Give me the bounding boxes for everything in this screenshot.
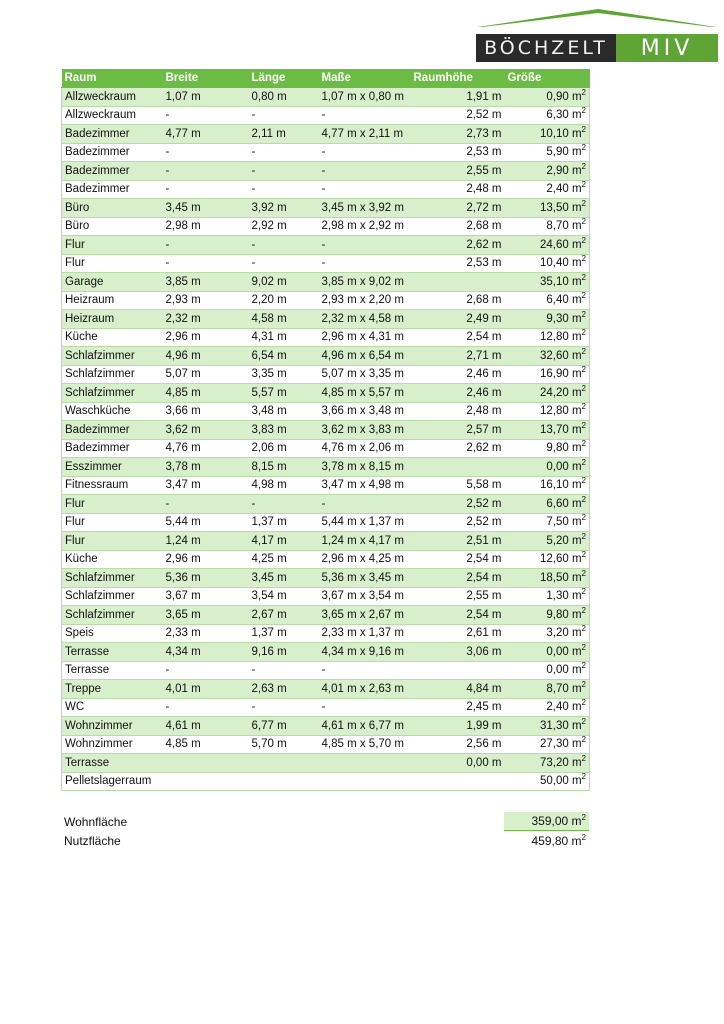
table-row — [62, 236, 590, 255]
cell-masse: 3,62 m x 3,83 m — [319, 421, 411, 440]
table-row — [62, 587, 590, 606]
header-laenge: Länge — [249, 69, 319, 88]
header-groesse: Größe — [505, 69, 590, 88]
cell-breite: 3,78 m — [163, 458, 249, 477]
cell-breite: 3,47 m — [163, 476, 249, 495]
cell-laenge: 2,63 m — [249, 680, 319, 699]
cell-masse: 3,65 m x 2,67 m — [319, 606, 411, 625]
cell-breite: 5,44 m — [163, 513, 249, 532]
cell-groesse: 24,20 $m^2$ — [505, 384, 590, 403]
cell-breite: 4,77 m — [163, 125, 249, 144]
table-row — [62, 680, 590, 699]
cell-raum: Wohnzimmer — [62, 717, 163, 736]
cell-groesse: 8,70 $m^2$ — [505, 217, 590, 236]
cell-groesse: 50,00 $m^2$ — [505, 772, 590, 791]
cell-raum: Badezimmer — [62, 421, 163, 440]
cell-masse: - — [319, 254, 411, 273]
cell-laenge: - — [249, 106, 319, 125]
cell-raum: WC — [62, 698, 163, 717]
cell-groesse: 10,40 $m^2$ — [505, 254, 590, 273]
cell-breite: 3,65 m — [163, 606, 249, 625]
cell-raumhoehe: 2,55 m — [411, 162, 505, 181]
table-row — [62, 439, 590, 458]
table-row — [62, 606, 590, 625]
table-row — [62, 735, 590, 754]
cell-raum: Büro — [62, 199, 163, 218]
cell-masse: 5,07 m x 3,35 m — [319, 365, 411, 384]
cell-raum: Flur — [62, 532, 163, 551]
cell-groesse: 9,80 $m^2$ — [505, 606, 590, 625]
cell-raumhoehe: 2,57 m — [411, 421, 505, 440]
cell-raum: Waschküche — [62, 402, 163, 421]
cell-raum: Allzweckraum — [62, 106, 163, 125]
cell-masse: 2,33 m x 1,37 m — [319, 624, 411, 643]
cell-laenge: 9,16 m — [249, 643, 319, 662]
cell-groesse: 7,50 $m^2$ — [505, 513, 590, 532]
table-row — [62, 421, 590, 440]
cell-breite: 5,36 m — [163, 569, 249, 588]
cell-raumhoehe: 1,99 m — [411, 717, 505, 736]
nutzflaeche-value: 459,80 $m^2$ — [531, 832, 586, 848]
cell-laenge: 0,80 m — [249, 88, 319, 107]
cell-breite — [163, 754, 249, 773]
cell-raum: Badezimmer — [62, 439, 163, 458]
cell-laenge: 2,06 m — [249, 439, 319, 458]
cell-groesse: 73,20 $m^2$ — [505, 754, 590, 773]
cell-raum: Badezimmer — [62, 162, 163, 181]
cell-masse: 4,61 m x 6,77 m — [319, 717, 411, 736]
cell-masse: 4,85 m x 5,70 m — [319, 735, 411, 754]
cell-masse: 4,34 m x 9,16 m — [319, 643, 411, 662]
cell-masse: - — [319, 661, 411, 680]
cell-breite: 2,32 m — [163, 310, 249, 329]
table-row — [62, 402, 590, 421]
cell-breite: 4,85 m — [163, 384, 249, 403]
wohnflaeche-value: 359,00 $m^2$ — [504, 812, 589, 831]
table-row — [62, 476, 590, 495]
cell-laenge: 8,15 m — [249, 458, 319, 477]
cell-raum: Schlafzimmer — [62, 365, 163, 384]
cell-laenge: 4,58 m — [249, 310, 319, 329]
cell-breite: 5,07 m — [163, 365, 249, 384]
cell-breite: - — [163, 143, 249, 162]
cell-laenge: 4,25 m — [249, 550, 319, 569]
cell-raum: Terrasse — [62, 754, 163, 773]
cell-masse: 1,07 m x 0,80 m — [319, 88, 411, 107]
cell-groesse: 5,20 $m^2$ — [505, 532, 590, 551]
cell-laenge: - — [249, 162, 319, 181]
cell-laenge — [249, 772, 319, 791]
cell-masse: - — [319, 143, 411, 162]
cell-raumhoehe: 2,71 m — [411, 347, 505, 366]
cell-breite: 1,07 m — [163, 88, 249, 107]
table-row — [62, 88, 590, 107]
cell-groesse: 8,70 $m^2$ — [505, 680, 590, 699]
cell-raumhoehe: 2,52 m — [411, 495, 505, 514]
cell-laenge: - — [249, 143, 319, 162]
cell-raumhoehe: 2,48 m — [411, 180, 505, 199]
cell-laenge: 5,70 m — [249, 735, 319, 754]
summary-row-nutzflaeche — [61, 831, 589, 850]
cell-groesse: 6,60 $m^2$ — [505, 495, 590, 514]
table-row — [62, 199, 590, 218]
cell-raumhoehe: 2,54 m — [411, 550, 505, 569]
wohnflaeche-label: Wohnfläche — [64, 814, 128, 829]
cell-breite: 3,66 m — [163, 402, 249, 421]
cell-masse: - — [319, 162, 411, 181]
cell-laenge: 4,17 m — [249, 532, 319, 551]
cell-groesse: 10,10 $m^2$ — [505, 125, 590, 144]
cell-laenge: 6,77 m — [249, 717, 319, 736]
cell-groesse: 12,80 $m^2$ — [505, 402, 590, 421]
cell-raum: Esszimmer — [62, 458, 163, 477]
cell-breite: - — [163, 180, 249, 199]
cell-breite: 3,67 m — [163, 587, 249, 606]
table-row — [62, 254, 590, 273]
cell-raumhoehe: 0,00 m — [411, 754, 505, 773]
cell-masse: 5,44 m x 1,37 m — [319, 513, 411, 532]
table-row — [62, 717, 590, 736]
table-header-row — [62, 69, 590, 88]
cell-raumhoehe: 2,46 m — [411, 384, 505, 403]
cell-raumhoehe: 2,52 m — [411, 513, 505, 532]
cell-raumhoehe: 2,51 m — [411, 532, 505, 551]
cell-raumhoehe: 2,54 m — [411, 569, 505, 588]
table-row — [62, 125, 590, 144]
cell-groesse: 24,60 $m^2$ — [505, 236, 590, 255]
cell-laenge: 2,67 m — [249, 606, 319, 625]
cell-raumhoehe — [411, 273, 505, 292]
table-row — [62, 347, 590, 366]
cell-masse: - — [319, 495, 411, 514]
cell-breite: - — [163, 254, 249, 273]
table-row — [62, 569, 590, 588]
cell-laenge: 2,20 m — [249, 291, 319, 310]
cell-masse: 2,93 m x 2,20 m — [319, 291, 411, 310]
cell-raum: Büro — [62, 217, 163, 236]
cell-raum: Schlafzimmer — [62, 569, 163, 588]
cell-groesse: 35,10 $m^2$ — [505, 273, 590, 292]
cell-masse: 5,36 m x 3,45 m — [319, 569, 411, 588]
cell-breite: 4,96 m — [163, 347, 249, 366]
area-summary — [61, 812, 589, 850]
cell-masse: 3,78 m x 8,15 m — [319, 458, 411, 477]
cell-groesse: 16,90 $m^2$ — [505, 365, 590, 384]
header-breite: Breite — [163, 69, 249, 88]
cell-laenge: 6,54 m — [249, 347, 319, 366]
table-row — [62, 754, 590, 773]
cell-raumhoehe: 2,49 m — [411, 310, 505, 329]
cell-groesse: 16,10 $m^2$ — [505, 476, 590, 495]
cell-raum: Flur — [62, 495, 163, 514]
cell-raum: Garage — [62, 273, 163, 292]
cell-laenge: 3,83 m — [249, 421, 319, 440]
cell-masse: 2,96 m x 4,31 m — [319, 328, 411, 347]
table-row — [62, 495, 590, 514]
cell-raum: Heizraum — [62, 291, 163, 310]
cell-masse: - — [319, 698, 411, 717]
room-table — [61, 69, 590, 791]
cell-raum: Küche — [62, 550, 163, 569]
cell-breite: - — [163, 236, 249, 255]
cell-masse: - — [319, 106, 411, 125]
table-row — [62, 180, 590, 199]
cell-masse: 3,45 m x 3,92 m — [319, 199, 411, 218]
cell-raumhoehe: 2,68 m — [411, 291, 505, 310]
table-row — [62, 661, 590, 680]
cell-raumhoehe: 2,48 m — [411, 402, 505, 421]
cell-breite: 3,85 m — [163, 273, 249, 292]
cell-groesse: 2,90 $m^2$ — [505, 162, 590, 181]
header-raumhoehe: Raumhöhe — [411, 69, 505, 88]
table-row — [62, 624, 590, 643]
cell-groesse: 0,00 $m^2$ — [505, 458, 590, 477]
cell-groesse: 1,30 $m^2$ — [505, 587, 590, 606]
cell-masse: 2,96 m x 4,25 m — [319, 550, 411, 569]
cell-laenge: 1,37 m — [249, 513, 319, 532]
table-row — [62, 384, 590, 403]
cell-raum: Küche — [62, 328, 163, 347]
cell-raumhoehe: 2,72 m — [411, 199, 505, 218]
cell-breite: - — [163, 698, 249, 717]
cell-masse: 4,96 m x 6,54 m — [319, 347, 411, 366]
cell-masse — [319, 754, 411, 773]
cell-masse: 2,32 m x 4,58 m — [319, 310, 411, 329]
table-row — [62, 328, 590, 347]
cell-raumhoehe: 2,62 m — [411, 236, 505, 255]
cell-laenge: 3,48 m — [249, 402, 319, 421]
cell-groesse: 6,30 $m^2$ — [505, 106, 590, 125]
cell-groesse: 32,60 $m^2$ — [505, 347, 590, 366]
cell-raumhoehe: 4,84 m — [411, 680, 505, 699]
cell-groesse: 5,90 $m^2$ — [505, 143, 590, 162]
cell-masse — [319, 772, 411, 791]
cell-breite: 2,93 m — [163, 291, 249, 310]
cell-laenge: 2,92 m — [249, 217, 319, 236]
cell-raum: Fitnessraum — [62, 476, 163, 495]
cell-breite: 4,01 m — [163, 680, 249, 699]
cell-laenge: 3,54 m — [249, 587, 319, 606]
cell-breite: 4,34 m — [163, 643, 249, 662]
cell-masse: 4,01 m x 2,63 m — [319, 680, 411, 699]
cell-laenge: 5,57 m — [249, 384, 319, 403]
table-row — [62, 365, 590, 384]
cell-laenge: 4,31 m — [249, 328, 319, 347]
table-row — [62, 550, 590, 569]
cell-raum: Heizraum — [62, 310, 163, 329]
cell-raumhoehe: 2,46 m — [411, 365, 505, 384]
table-row — [62, 643, 590, 662]
cell-breite: 2,98 m — [163, 217, 249, 236]
cell-masse: 3,85 m x 9,02 m — [319, 273, 411, 292]
cell-raum: Pelletslagerraum — [62, 772, 163, 791]
cell-groesse: 12,80 $m^2$ — [505, 328, 590, 347]
cell-laenge — [249, 754, 319, 773]
cell-raumhoehe — [411, 661, 505, 680]
cell-raumhoehe: 2,55 m — [411, 587, 505, 606]
cell-raum: Badezimmer — [62, 180, 163, 199]
summary-row-wohnflaeche — [61, 812, 589, 831]
cell-groesse: 0,90 $m^2$ — [505, 88, 590, 107]
cell-groesse: 18,50 $m^2$ — [505, 569, 590, 588]
cell-laenge: 3,92 m — [249, 199, 319, 218]
cell-groesse: 9,30 $m^2$ — [505, 310, 590, 329]
cell-breite: - — [163, 106, 249, 125]
cell-laenge: 1,37 m — [249, 624, 319, 643]
cell-laenge: - — [249, 180, 319, 199]
table-row — [62, 162, 590, 181]
cell-masse: 1,24 m x 4,17 m — [319, 532, 411, 551]
cell-raumhoehe: 2,73 m — [411, 125, 505, 144]
cell-raum: Badezimmer — [62, 125, 163, 144]
cell-laenge: 9,02 m — [249, 273, 319, 292]
cell-raum: Badezimmer — [62, 143, 163, 162]
cell-groesse: 2,40 $m^2$ — [505, 698, 590, 717]
cell-groesse: 0,00 $m^2$ — [505, 643, 590, 662]
nutzflaeche-label: Nutzfläche — [64, 833, 121, 848]
header-raum: Raum — [62, 69, 163, 88]
company-logo — [476, 8, 718, 61]
cell-masse: 4,85 m x 5,57 m — [319, 384, 411, 403]
cell-groesse: 0,00 $m^2$ — [505, 661, 590, 680]
cell-laenge: - — [249, 236, 319, 255]
table-row — [62, 106, 590, 125]
cell-groesse: 2,40 $m^2$ — [505, 180, 590, 199]
cell-groesse: 13,50 $m^2$ — [505, 199, 590, 218]
cell-raumhoehe: 3,06 m — [411, 643, 505, 662]
logo-text-right: MIV — [616, 34, 718, 62]
table-body — [62, 88, 590, 791]
table-row — [62, 273, 590, 292]
cell-breite: 2,33 m — [163, 624, 249, 643]
cell-masse: - — [319, 236, 411, 255]
cell-raum: Schlafzimmer — [62, 606, 163, 625]
cell-laenge: 4,98 m — [249, 476, 319, 495]
cell-raumhoehe: 2,62 m — [411, 439, 505, 458]
cell-raumhoehe: 1,91 m — [411, 88, 505, 107]
header-masse: Maße — [319, 69, 411, 88]
cell-raumhoehe: 2,54 m — [411, 328, 505, 347]
cell-breite: - — [163, 495, 249, 514]
cell-raumhoehe: 2,61 m — [411, 624, 505, 643]
table-row — [62, 698, 590, 717]
cell-masse: 3,47 m x 4,98 m — [319, 476, 411, 495]
cell-breite: - — [163, 661, 249, 680]
cell-breite: 3,45 m — [163, 199, 249, 218]
cell-raum: Terrasse — [62, 661, 163, 680]
table-row — [62, 513, 590, 532]
cell-raum: Treppe — [62, 680, 163, 699]
cell-breite: 3,62 m — [163, 421, 249, 440]
cell-raumhoehe: 2,54 m — [411, 606, 505, 625]
cell-raum: Allzweckraum — [62, 88, 163, 107]
cell-laenge: 3,35 m — [249, 365, 319, 384]
cell-groesse: 13,70 $m^2$ — [505, 421, 590, 440]
cell-raum: Speis — [62, 624, 163, 643]
table-row — [62, 532, 590, 551]
cell-masse: 4,76 m x 2,06 m — [319, 439, 411, 458]
cell-groesse: 9,80 $m^2$ — [505, 439, 590, 458]
cell-raum: Schlafzimmer — [62, 347, 163, 366]
cell-masse: - — [319, 180, 411, 199]
cell-breite: 4,76 m — [163, 439, 249, 458]
cell-laenge: 3,45 m — [249, 569, 319, 588]
cell-laenge: 2,11 m — [249, 125, 319, 144]
table-row — [62, 291, 590, 310]
cell-raumhoehe: 2,52 m — [411, 106, 505, 125]
cell-raum: Schlafzimmer — [62, 384, 163, 403]
cell-groesse: 6,40 $m^2$ — [505, 291, 590, 310]
cell-groesse: 3,20 $m^2$ — [505, 624, 590, 643]
cell-raumhoehe — [411, 458, 505, 477]
table-row — [62, 143, 590, 162]
cell-raum: Schlafzimmer — [62, 587, 163, 606]
table-row — [62, 772, 590, 791]
cell-breite: 2,96 m — [163, 550, 249, 569]
cell-masse: 3,66 m x 3,48 m — [319, 402, 411, 421]
cell-breite: 1,24 m — [163, 532, 249, 551]
logo-text-left: BÖCHZELT — [476, 34, 616, 62]
cell-groesse: 31,30 $m^2$ — [505, 717, 590, 736]
cell-masse: 4,77 m x 2,11 m — [319, 125, 411, 144]
cell-raumhoehe: 2,53 m — [411, 143, 505, 162]
cell-breite — [163, 772, 249, 791]
cell-laenge: - — [249, 495, 319, 514]
cell-breite: 2,96 m — [163, 328, 249, 347]
cell-laenge: - — [249, 661, 319, 680]
roof-logo-icon — [476, 8, 718, 28]
cell-breite: - — [163, 162, 249, 181]
cell-groesse: 12,60 $m^2$ — [505, 550, 590, 569]
cell-masse: 3,67 m x 3,54 m — [319, 587, 411, 606]
cell-raum: Flur — [62, 254, 163, 273]
cell-raum: Terrasse — [62, 643, 163, 662]
cell-raum: Flur — [62, 513, 163, 532]
cell-raum: Flur — [62, 236, 163, 255]
cell-raumhoehe: 5,58 m — [411, 476, 505, 495]
cell-raum: Wohnzimmer — [62, 735, 163, 754]
cell-raumhoehe: 2,56 m — [411, 735, 505, 754]
cell-raumhoehe: 2,45 m — [411, 698, 505, 717]
cell-breite: 4,85 m — [163, 735, 249, 754]
cell-laenge: - — [249, 254, 319, 273]
cell-masse: 2,98 m x 2,92 m — [319, 217, 411, 236]
table-row — [62, 310, 590, 329]
table-row — [62, 458, 590, 477]
table-row — [62, 217, 590, 236]
cell-raumhoehe: 2,68 m — [411, 217, 505, 236]
cell-raumhoehe — [411, 772, 505, 791]
cell-groesse: 27,30 $m^2$ — [505, 735, 590, 754]
cell-breite: 4,61 m — [163, 717, 249, 736]
cell-raumhoehe: 2,53 m — [411, 254, 505, 273]
cell-laenge: - — [249, 698, 319, 717]
